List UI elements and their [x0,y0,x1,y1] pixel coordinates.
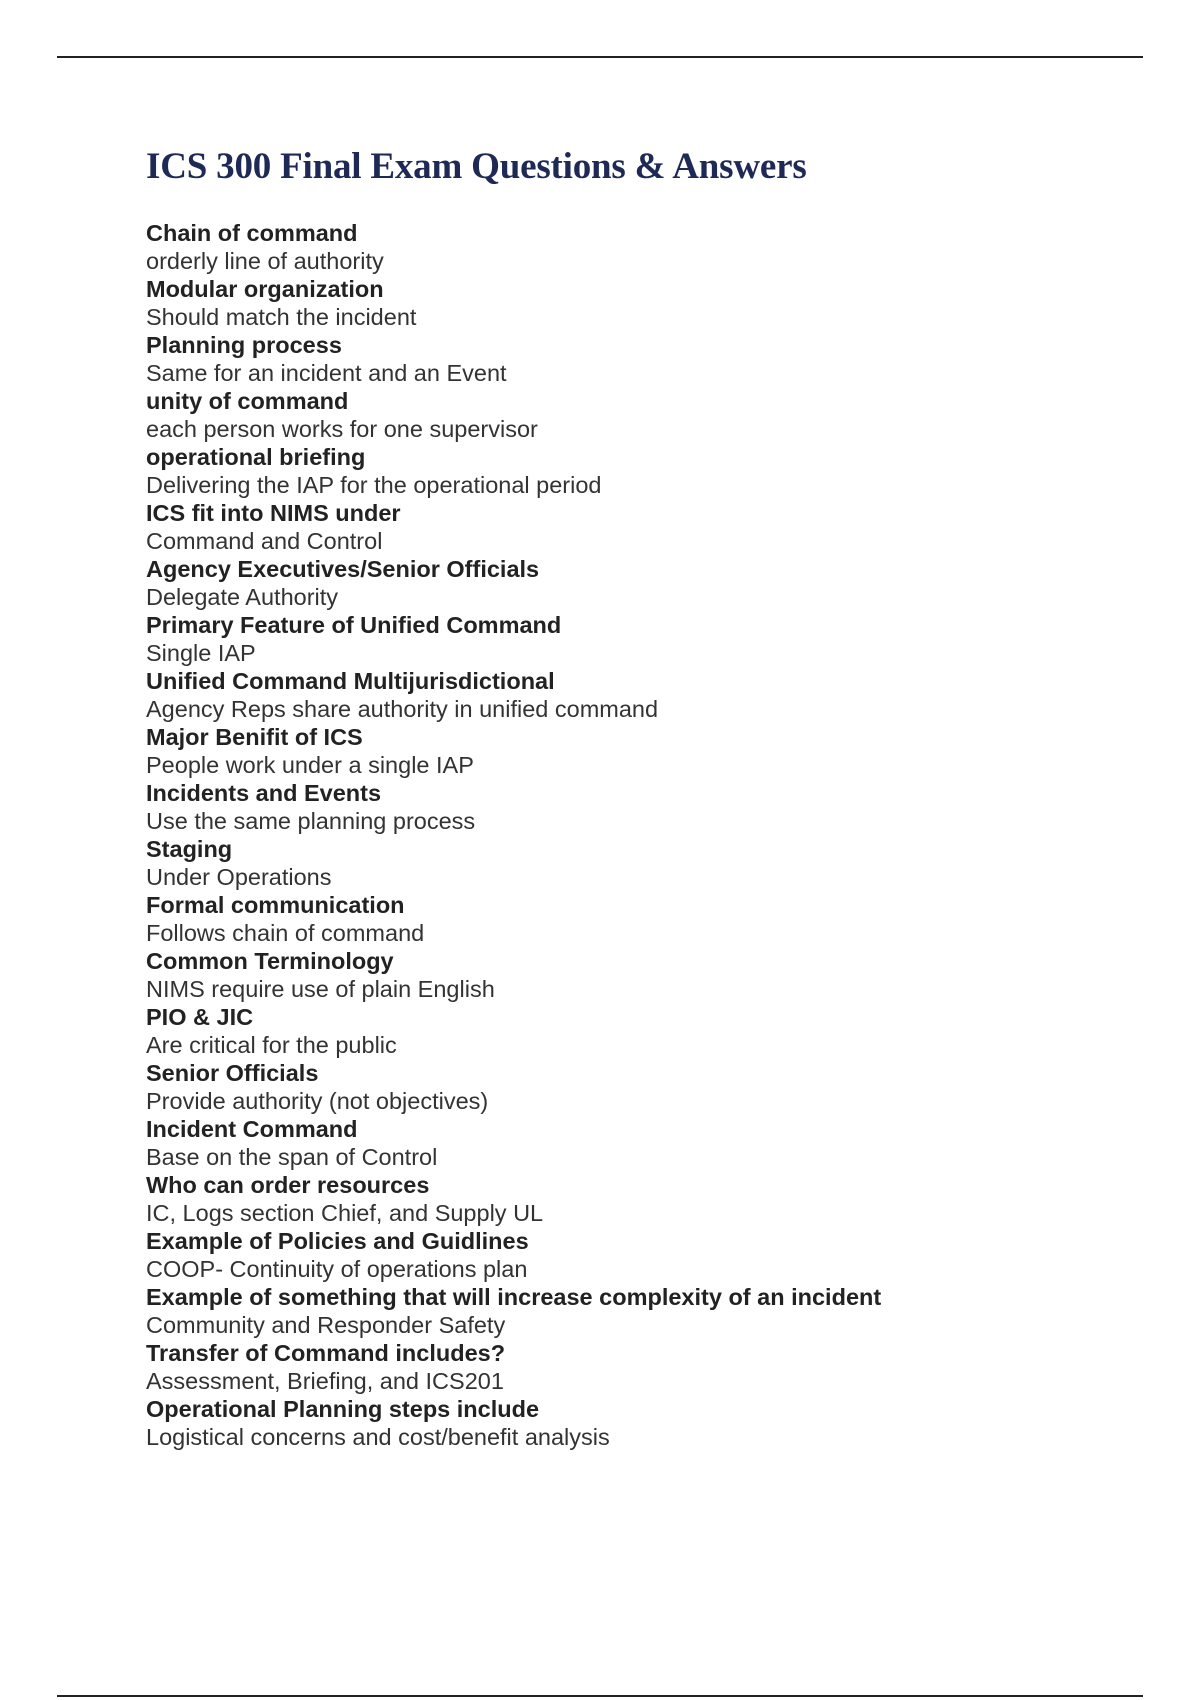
qa-item-ics-fit-into-nims [146,499,1146,555]
qa-item-unified-command-multijurisdictional [146,667,1146,723]
question-term: Formal communication [146,892,405,918]
answer-text: Follows chain of command [146,920,425,946]
question-term: Example of something that will increase complexity of an incident [146,1284,882,1310]
qa-list [146,219,1146,1451]
question-term: PIO & JIC [146,1004,254,1030]
question-term: Common Terminology [146,948,394,974]
question-term: Transfer of Command includes? [146,1340,506,1366]
answer-text: Use the same planning process [146,808,476,834]
page-title: ICS 300 Final Exam Questions & Answers [146,146,807,187]
qa-item-planning-process [146,331,1146,387]
question-term: Modular organization [146,276,384,302]
qa-item-operational-planning-steps [146,1395,1146,1451]
header-rule [57,56,1143,58]
qa-item-incidents-and-events [146,779,1146,835]
answer-text: Base on the span of Control [146,1144,438,1170]
question-term: Primary Feature of Unified Command [146,612,562,638]
question-term: operational briefing [146,444,366,470]
qa-item-common-terminology [146,947,1146,1003]
question-term: Staging [146,836,233,862]
qa-item-who-can-order-resources [146,1171,1146,1227]
question-term: Who can order resources [146,1172,430,1198]
answer-text: People work under a single IAP [146,752,474,778]
question-term: Unified Command Multijurisdictional [146,668,555,694]
answer-text: IC, Logs section Chief, and Supply UL [146,1200,544,1226]
qa-item-modular-organization [146,275,1146,331]
question-term: Agency Executives/Senior Officials [146,556,540,582]
answer-text: Logistical concerns and cost/benefit analysis [146,1424,610,1450]
answer-text: each person works for one supervisor [146,416,538,442]
answer-text: NIMS require use of plain English [146,976,495,1002]
question-term: Operational Planning steps include [146,1396,540,1422]
answer-text: Assessment, Briefing, and ICS201 [146,1368,504,1394]
qa-item-primary-feature-unified-command [146,611,1146,667]
answer-text: Delivering the IAP for the operational period [146,472,602,498]
qa-item-unity-of-command [146,387,1146,443]
answer-text: Delegate Authority [146,584,339,610]
answer-text: Same for an incident and an Event [146,360,507,386]
question-term: Incidents and Events [146,780,382,806]
qa-item-formal-communication [146,891,1146,947]
answer-text: Single IAP [146,640,256,666]
qa-item-pio-jic [146,1003,1146,1059]
answer-text: Should match the incident [146,304,417,330]
document-body [146,143,1146,1451]
answer-text: orderly line of authority [146,248,384,274]
question-term: Senior Officials [146,1060,319,1086]
qa-item-incident-command [146,1115,1146,1171]
question-term: ICS fit into NIMS under [146,500,401,526]
qa-item-senior-officials [146,1059,1146,1115]
question-term: Planning process [146,332,342,358]
qa-item-major-benefit-ics [146,723,1146,779]
question-term: unity of command [146,388,349,414]
answer-text: Agency Reps share authority in unified command [146,696,659,722]
answer-text: Command and Control [146,528,383,554]
qa-item-operational-briefing [146,443,1146,499]
question-term: Example of Policies and Guidlines [146,1228,529,1254]
qa-item-increase-complexity [146,1283,1146,1339]
answer-text: Community and Responder Safety [146,1312,506,1338]
question-term: Chain of command [146,220,358,246]
qa-item-policies-and-guidelines [146,1227,1146,1283]
footer-rule [57,1695,1143,1697]
qa-item-transfer-of-command [146,1339,1146,1395]
qa-item-chain-of-command [146,219,1146,275]
qa-item-agency-executives [146,555,1146,611]
answer-text: Provide authority (not objectives) [146,1088,489,1114]
qa-item-staging [146,835,1146,891]
question-term: Incident Command [146,1116,358,1142]
question-term: Major Benifit of ICS [146,724,363,750]
answer-text: Are critical for the public [146,1032,397,1058]
answer-text: COOP- Continuity of operations plan [146,1256,528,1282]
answer-text: Under Operations [146,864,332,890]
